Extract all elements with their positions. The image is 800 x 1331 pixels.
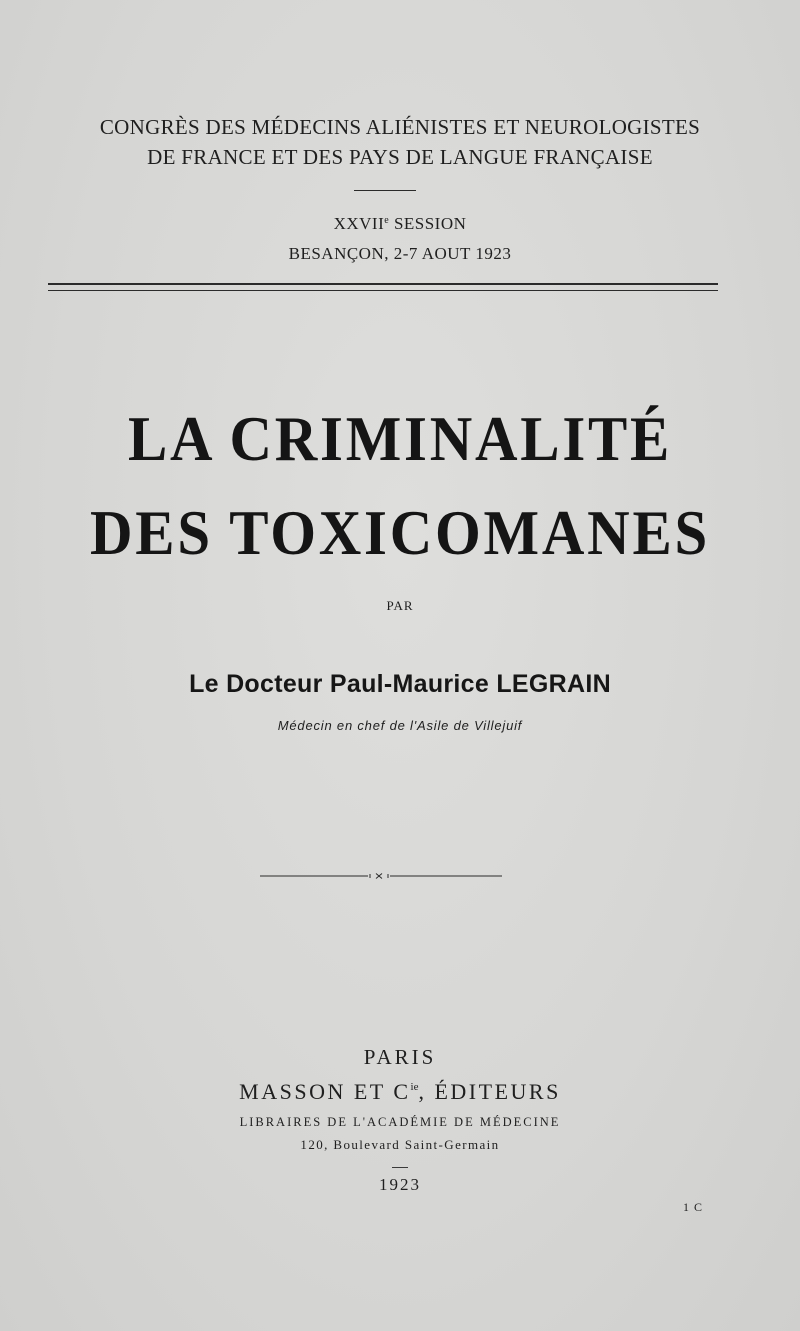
by-label: PAR	[386, 598, 414, 613]
header-divider	[354, 190, 416, 191]
congress-line-1: CONGRÈS DES MÉDECINS ALIÉNISTES ET NEUROLOGISTES	[99, 115, 701, 139]
congress-line-2: DE FRANCE ET DES PAYS DE LANGUE FRANÇAISE	[147, 145, 653, 169]
session-number: XXVII	[333, 214, 385, 233]
session-info	[0, 206, 800, 269]
congress-header	[0, 112, 800, 172]
session-line	[0, 206, 800, 239]
publisher-city: PARIS	[363, 1045, 437, 1069]
session-word: SESSION	[393, 214, 467, 233]
printer-signature: 1 C	[683, 1200, 704, 1214]
publisher-address: 120, Boulevard Saint-Germain	[300, 1137, 500, 1152]
ornament-divider-icon	[260, 873, 502, 879]
publisher-name-prefix: MASSON ET C	[239, 1079, 411, 1104]
session-place-date: BESANÇON, 2-7 AOUT 1923	[288, 244, 512, 263]
publication-year: 1923	[379, 1175, 421, 1194]
publisher-name-sup: ie	[410, 1081, 419, 1093]
author-affiliation: Médecin en chef de l'Asile de Villejuif	[277, 718, 523, 733]
publisher-name	[0, 1072, 800, 1107]
double-rule-divider	[48, 283, 718, 291]
book-title	[32, 392, 768, 580]
publisher-block	[0, 1042, 800, 1196]
publisher-name-suffix: , ÉDITEURS	[418, 1079, 561, 1104]
title-line-1: LA CRIMINALITÉ	[127, 403, 673, 474]
title-line-2: DES TOXICOMANES	[90, 497, 710, 568]
publisher-libraries: LIBRAIRES DE L'ACADÉMIE DE MÉDECINE	[239, 1115, 561, 1129]
session-suffix: e	[384, 215, 390, 226]
author-name: Le Docteur Paul-Maurice LEGRAIN	[189, 670, 611, 698]
year-divider	[392, 1167, 408, 1168]
